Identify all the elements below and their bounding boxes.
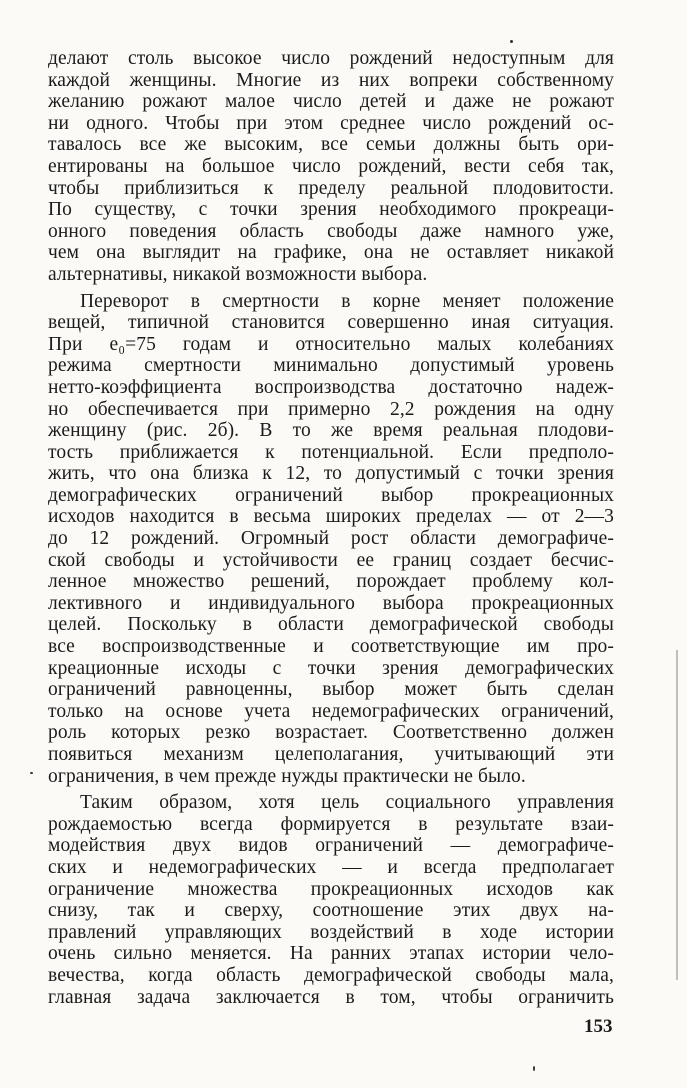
text-line: При e₀=75 годам и относительно малых колебаниях <box>48 333 614 355</box>
text-line: жить, что она близка к 12, то допустимый с точки зрения <box>48 463 614 485</box>
body-text <box>48 48 614 1008</box>
text-line: чтобы приблизиться к пределу реальной плодовитости. <box>48 177 614 199</box>
text-line: очень сильно меняется. На ранних этапах истории чело- <box>48 943 614 965</box>
text-line: тавалось все же высоким, все семьи должны быть ори- <box>48 134 614 156</box>
text-line: креационные исходы с точки зрения демографических <box>48 657 614 679</box>
text-line: но обеспечивается при примерно 2,2 рождения на одну <box>48 398 614 420</box>
text-line: главная задача заключается в том, чтобы ограничить <box>48 986 614 1008</box>
scan-edge-shadow <box>676 650 678 980</box>
page-number: 153 <box>584 1016 613 1037</box>
scan-speck <box>533 1066 535 1071</box>
text-line: все воспроизводственные и соответствующие им про- <box>48 636 614 658</box>
paragraph-1 <box>48 48 614 286</box>
text-line: женщину (рис. 2б). В то же время реальная плодови- <box>48 420 614 442</box>
text-line: нетто-коэффициента воспроизводства достаточно надеж- <box>48 376 614 398</box>
text-line: только на основе учета недемографических ограничений, <box>48 700 614 722</box>
text-line: альтернативы, никакой возможности выбора. <box>48 263 428 285</box>
text-line: Переворот в смертности в корне меняет положение <box>80 290 614 312</box>
text-line: демографических ограничений выбор прокреационных <box>48 484 614 506</box>
text-line: лективного и индивидуального выбора прокреационных <box>48 592 614 614</box>
text-line: желанию рожают малое число детей и даже не рожают <box>48 91 614 113</box>
text-line: исходов находится в весьма широких пределах — от 2—3 <box>48 506 614 528</box>
text-line: целей. Поскольку в области демографической свободы <box>48 614 614 636</box>
text-line: ни одного. Чтобы при этом среднее число рождений ос- <box>48 112 614 134</box>
text-line: делают столь высокое число рождений недоступным для <box>48 48 614 69</box>
text-line: снизу, так и сверху, соотношение этих двух на- <box>48 900 614 922</box>
text-line: ентированы на большое число рождений, вести себя так, <box>48 155 614 177</box>
scan-speck <box>510 40 513 43</box>
text-line: ограничения, в чем прежде нужды практически не было. <box>48 765 526 787</box>
text-line: рождаемостью всегда формируется в результате взаи- <box>48 813 614 835</box>
paragraph-2 <box>48 291 614 788</box>
text-line: Таким образом, хотя цель социального управления <box>80 792 614 814</box>
text-line: тость приближается к потенциальной. Если предполо- <box>48 441 614 463</box>
text-line: режима смертности минимально допустимый уровень <box>48 355 614 377</box>
text-line: ограничение множества прокреационных исходов как <box>48 878 614 900</box>
text-line: до 12 рождений. Огромный рост области демографиче- <box>48 528 614 550</box>
scan-speck <box>30 772 33 774</box>
text-line: вещей, типичной становится совершенно иная ситуация. <box>48 312 614 334</box>
text-line: вечества, когда область демографической свободы мала, <box>48 964 614 986</box>
text-line: чем она выглядит на графике, она не оставляет никакой <box>48 242 614 264</box>
text-line: роль которых резко возрастает. Соответственно должен <box>48 722 614 744</box>
text-line: ограничений равноценны, выбор может быть сделан <box>48 679 614 701</box>
text-line: По существу, с точки зрения необходимого прокреаци- <box>48 199 614 221</box>
text-line: ских и недемографических — и всегда предполагает <box>48 856 614 878</box>
text-line: правлений управляющих воздействий в ходе истории <box>48 921 614 943</box>
text-line: онного поведения область свободы даже намного уже, <box>48 220 614 242</box>
text-line: ской свободы и устойчивости ее границ создает бесчис- <box>48 549 614 571</box>
paragraph-3 <box>48 792 614 1008</box>
text-line: каждой женщины. Многие из них вопреки собственному <box>48 69 614 91</box>
text-line: модействия двух видов ограничений — демографиче- <box>48 835 614 857</box>
text-line: ленное множество решений, порождает проблему кол- <box>48 571 614 593</box>
text-line: появиться механизм целеполагания, учитывающий эти <box>48 744 614 765</box>
